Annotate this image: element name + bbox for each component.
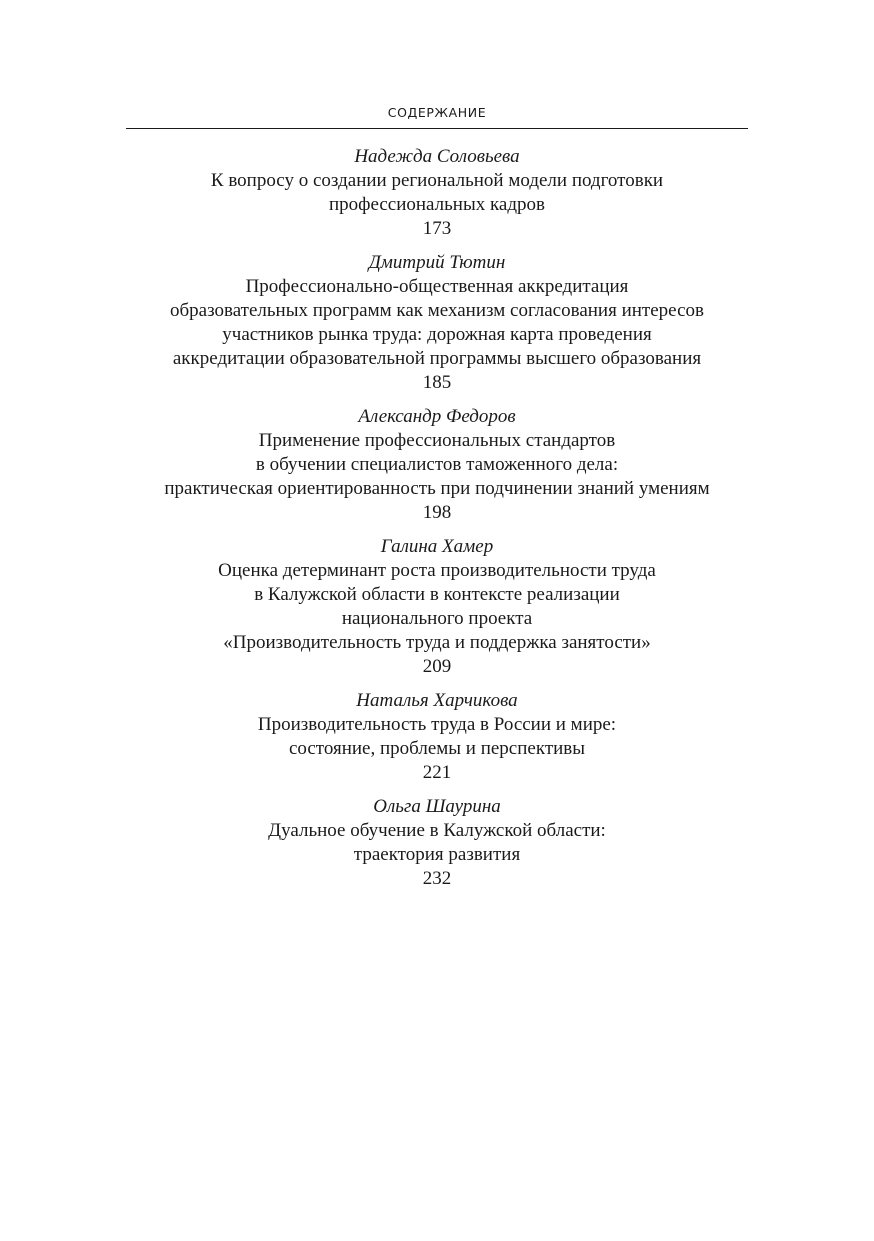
entry-title-line: состояние, проблемы и перспективы	[288, 738, 586, 759]
toc-entry	[126, 145, 748, 241]
table-of-contents	[126, 145, 748, 901]
entry-author: Надежда Соловьева	[354, 146, 520, 167]
entry-title-line: Дуальное обучение в Калужской области:	[268, 820, 606, 841]
entry-author: Галина Хамер	[380, 536, 494, 557]
entry-title-line: Производительность труда в России и мире:	[257, 714, 617, 735]
entry-title-line: практическая ориентированность при подчинении знаний умениям	[164, 478, 710, 499]
toc-entry	[126, 251, 748, 395]
toc-entry	[126, 795, 748, 891]
toc-entry	[126, 535, 748, 679]
entry-title-line: К вопросу о создании региональной модели подготовки	[210, 170, 664, 191]
entry-title-line: Оценка детерминант роста производительности труда	[218, 560, 656, 581]
entry-title-line: траектория развития	[353, 844, 521, 865]
entry-title-line: профессиональных кадров	[328, 194, 546, 215]
entry-author: Александр Федоров	[358, 406, 516, 427]
toc-entry	[126, 689, 748, 785]
entry-author: Наталья Харчикова	[356, 690, 518, 711]
entry-title-line: Применение профессиональных стандартов	[258, 430, 616, 451]
toc-entry	[126, 405, 748, 525]
entry-page-number: 209	[422, 656, 452, 677]
entry-page-number: 173	[422, 218, 452, 239]
entry-author: Ольга Шаурина	[373, 796, 501, 817]
entry-title-line: участников рынка труда: дорожная карта проведения	[222, 324, 652, 345]
entry-page-number: 232	[422, 868, 452, 889]
entry-page-number: 185	[422, 372, 452, 393]
header-rule	[126, 128, 748, 129]
entry-title-line: Профессионально-общественная аккредитация	[245, 276, 629, 297]
entry-author: Дмитрий Тютин	[368, 252, 506, 273]
entry-title-line: в обучении специалистов таможенного дела:	[255, 454, 619, 475]
entry-page-number: 221	[422, 762, 452, 783]
running-head: СОДЕРЖАНИЕ	[387, 105, 487, 120]
entry-title-line: в Калужской области в контексте реализации	[254, 584, 620, 605]
entry-title-line: аккредитации образовательной программы высшего образования	[172, 348, 702, 369]
entry-title-line: образовательных программ как механизм согласования интересов	[170, 300, 704, 321]
entry-title-line: «Производительность труда и поддержка занятости»	[223, 632, 651, 653]
entry-page-number: 198	[422, 502, 452, 523]
entry-title-line: национального проекта	[341, 608, 533, 629]
